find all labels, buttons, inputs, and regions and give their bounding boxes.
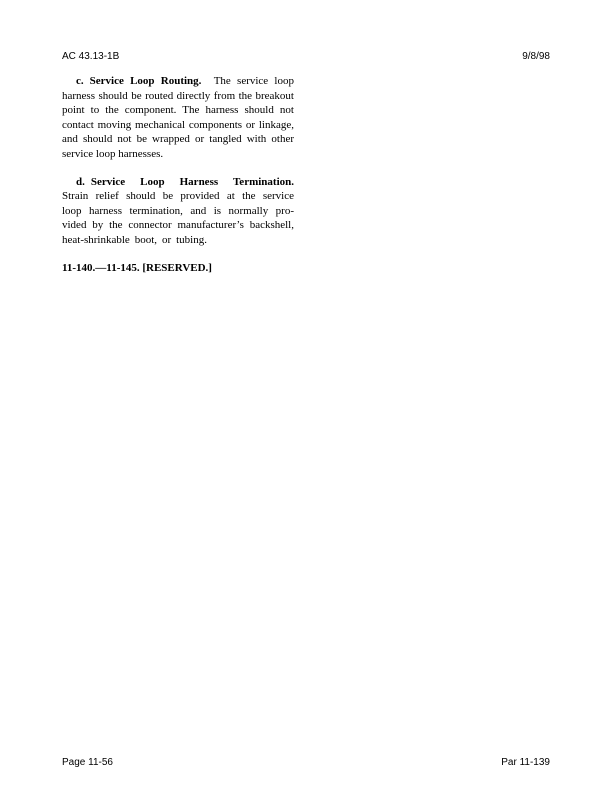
- text-column: [62, 74, 294, 275]
- reserved-section-heading: 11-140.—11-145. [RESERVED.]: [62, 261, 212, 274]
- footer-page-number: Page 11-56: [62, 757, 113, 768]
- footer-paragraph-ref: Par 11-139: [501, 757, 550, 768]
- paragraph-title: Service Loop Routing.: [89, 75, 202, 87]
- paragraph-letter: c.: [76, 75, 84, 87]
- paragraph-title: Service Loop Harness Termination.: [90, 175, 294, 188]
- paragraph-lead: [62, 176, 294, 188]
- header-doc-id: AC 43.13-1B: [62, 51, 120, 62]
- paragraph-service-loop-routing: [62, 74, 294, 162]
- paragraph-service-loop-harness-termination: [62, 175, 294, 248]
- paragraph-letter: d.: [76, 175, 85, 188]
- paragraph-body: Strain relief should be provided at the service loop harness termination, and is normally provided by the connector manufacturer’s backshell, heat-shrinkable boot, or tubing.: [62, 190, 294, 246]
- paragraph-lead: [62, 75, 201, 87]
- header-date: 9/8/98: [522, 51, 550, 62]
- paragraph-body: The service loop harness should be routed directly from the breakout point to the component. The harness should not contact moving mechanical components or linkage, and should not be wrapped or tangled with other service loop harnesses.: [62, 75, 294, 160]
